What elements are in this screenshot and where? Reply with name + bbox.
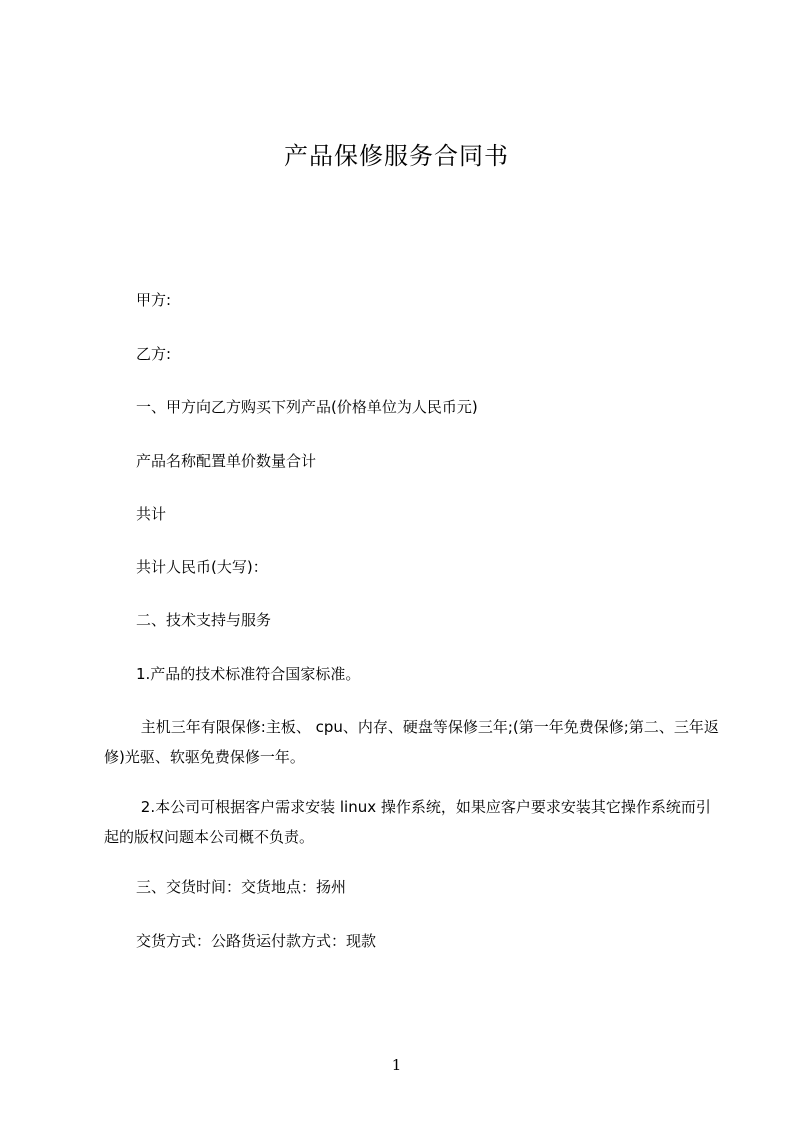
document-title: 产品保修服务合同书 [284,142,509,170]
product-table-header: 产品名称配置单价数量合计 [136,452,317,470]
party-b-line: 乙方: [136,345,172,363]
page-number: 1 [391,1056,402,1074]
section-2-heading: 二、技术支持与服务 [136,611,272,629]
section-1-heading: 一、甲方向乙方购买下列产品(价格单位为人民币元) [136,398,478,416]
technical-standard-item: 1.产品的技术标准符合国家标准。 [136,665,361,683]
total-rmb-capital-line: 共计人民币(大写)： [136,558,268,576]
os-install-clause: 2.本公司可根据客户需求安装 linux 操作系统，如果应客户要求安装其它操作系统而引起的版权问题本公司概不负责。 [104,798,711,846]
total-line: 共计 [136,505,167,523]
party-a-line: 甲方: [136,291,172,309]
warranty-clause: 主机三年有限保修:主板、 cpu、内存、硬盘等保修三年;(第一年免费保修;第二、三年返修)光驱、软驱免费保修一年。 [104,718,719,766]
delivery-method-line: 交货方式：公路货运付款方式：现款 [136,932,377,950]
section-3-heading: 三、交货时间：交货地点：扬州 [136,878,347,896]
